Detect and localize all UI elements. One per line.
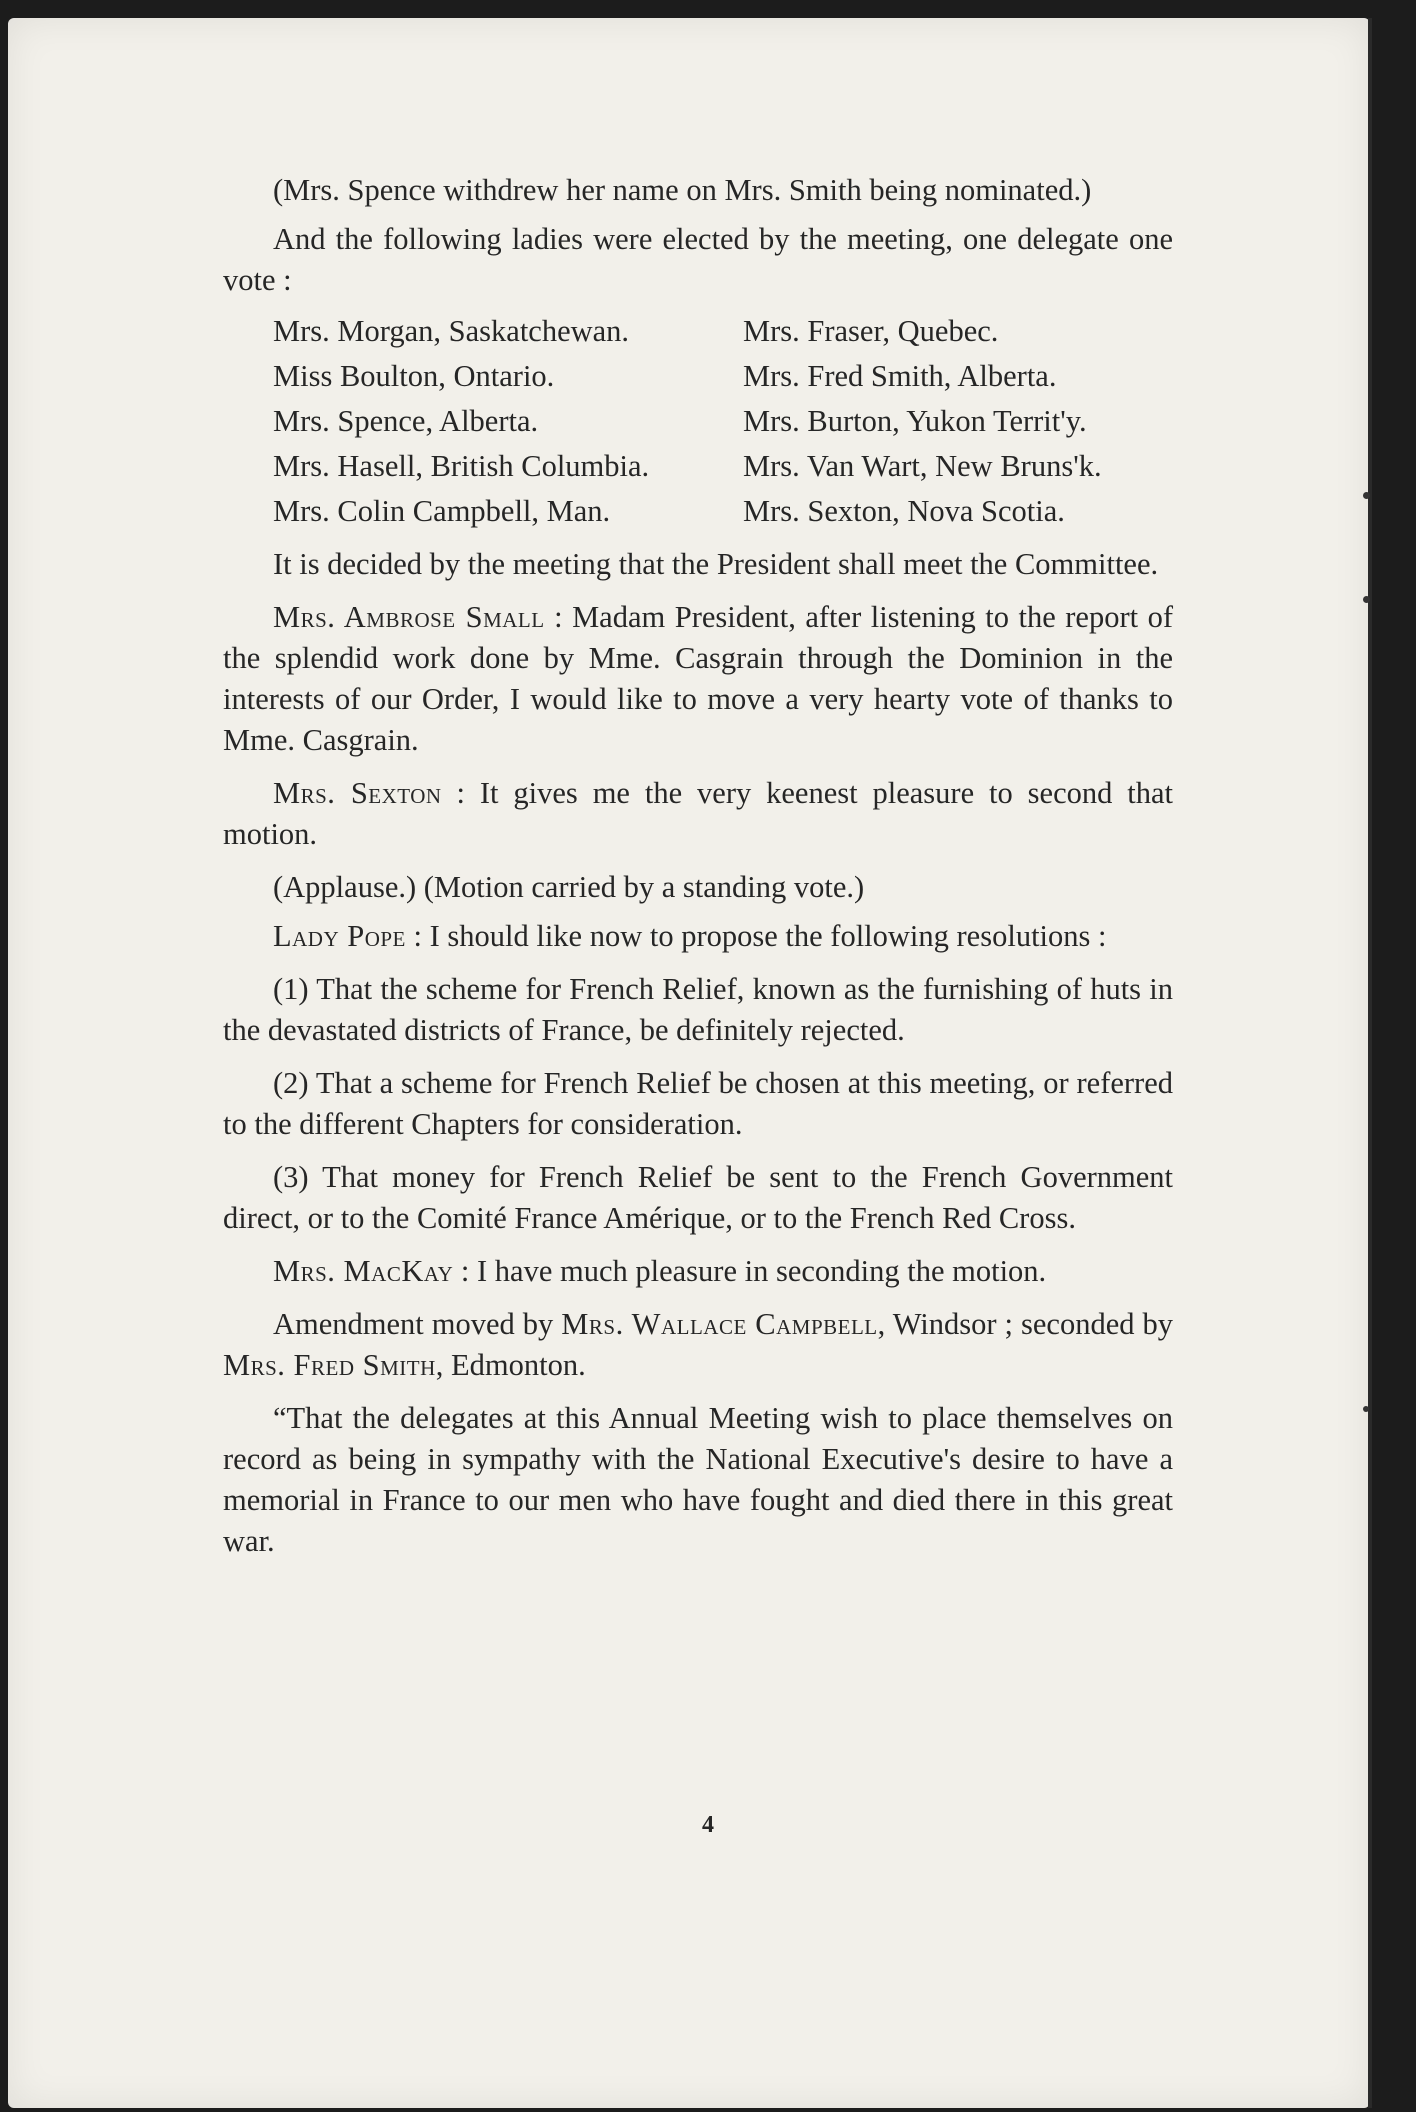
speech-text: : It gives me the very keenest pleasure to second that motion. (223, 776, 1173, 851)
delegate-entry: Miss Boulton, Ontario. (273, 359, 555, 393)
speaker-name: Mrs. Ambrose Small (273, 600, 545, 634)
speech-paragraph (223, 916, 1173, 957)
quoted-resolution: “That the delegates at this Annual Meeting wish to place themselves on record as being in sympathy with the National Executive's desire to have a memorial in France to our men who have fought and died there in this great war. (223, 1401, 1173, 1558)
paragraph: (Applause.) (Motion carried by a standing vote.) (273, 870, 865, 904)
resolution: (3) That money for French Relief be sent to the French Government direct, or to the Comité France Amérique, or to the French Red Cross. (223, 1160, 1173, 1235)
binding-mark (1363, 1406, 1369, 1412)
speech-paragraph (223, 1251, 1173, 1292)
speech-text: : Madam President, after listening to the report of the splendid work done by Mme. Casgrain through the Dominion in the interests of our Order, I would like to move a very hearty vote of thanks to Mme. Casgrain. (223, 600, 1173, 757)
delegate-entry: Mrs. Sexton, Nova Scotia. (743, 494, 1065, 528)
delegate-entry: Mrs. Fraser, Quebec. (743, 314, 999, 348)
speech-paragraph (223, 597, 1173, 761)
mover-place: , Windsor ; seconded by (877, 1307, 1173, 1341)
speaker-name: Mrs. MacKay (273, 1254, 454, 1288)
delegate-entry: Mrs. Spence, Alberta. (273, 404, 539, 438)
speech-text: : I should like now to propose the following resolutions : (413, 919, 1107, 953)
delegate-entry: Mrs. Burton, Yukon Territ'y. (743, 404, 1087, 438)
binding-mark (1363, 492, 1370, 499)
speech-paragraph (223, 773, 1173, 855)
delegate-entry: Mrs. Van Wart, New Bruns'k. (743, 449, 1102, 483)
delegate-entry: Mrs. Colin Campbell, Man. (273, 494, 611, 528)
resolution: (1) That the scheme for French Relief, known as the furnishing of huts in the devastated districts of France, be definitely rejected. (223, 972, 1173, 1047)
paragraph: (Mrs. Spence withdrew her name on Mrs. Smith being nominated.) (273, 173, 1092, 207)
amendment-paragraph (223, 1304, 1173, 1386)
binding-mark (1363, 596, 1370, 603)
paragraph: And the following ladies were elected by the meeting, one delegate one vote : (223, 222, 1173, 297)
seconder-place: , Edmonton. (435, 1348, 586, 1382)
resolution: (2) That a scheme for French Relief be chosen at this meeting, or referred to the different Chapters for consideration. (223, 1066, 1173, 1141)
paragraph: It is decided by the meeting that the President shall meet the Committee. (273, 547, 1159, 581)
page-edge (1368, 18, 1372, 2108)
mover-name: Mrs. Wallace Campbell (561, 1307, 878, 1341)
page-number: 4 (702, 1812, 714, 1838)
document-body (223, 170, 1173, 1574)
amendment-prefix: Amendment moved by (273, 1307, 554, 1341)
delegate-list (273, 309, 1173, 534)
seconder-name: Mrs. Fred Smith (223, 1348, 436, 1382)
delegate-entry: Mrs. Morgan, Saskatchewan. (273, 314, 630, 348)
speech-text: : I have much pleasure in seconding the motion. (460, 1254, 1047, 1288)
speaker-name: Lady Pope (273, 919, 406, 953)
speaker-name: Mrs. Sexton (273, 776, 442, 810)
delegate-entry: Mrs. Fred Smith, Alberta. (743, 359, 1057, 393)
delegate-entry: Mrs. Hasell, British Columbia. (273, 449, 650, 483)
